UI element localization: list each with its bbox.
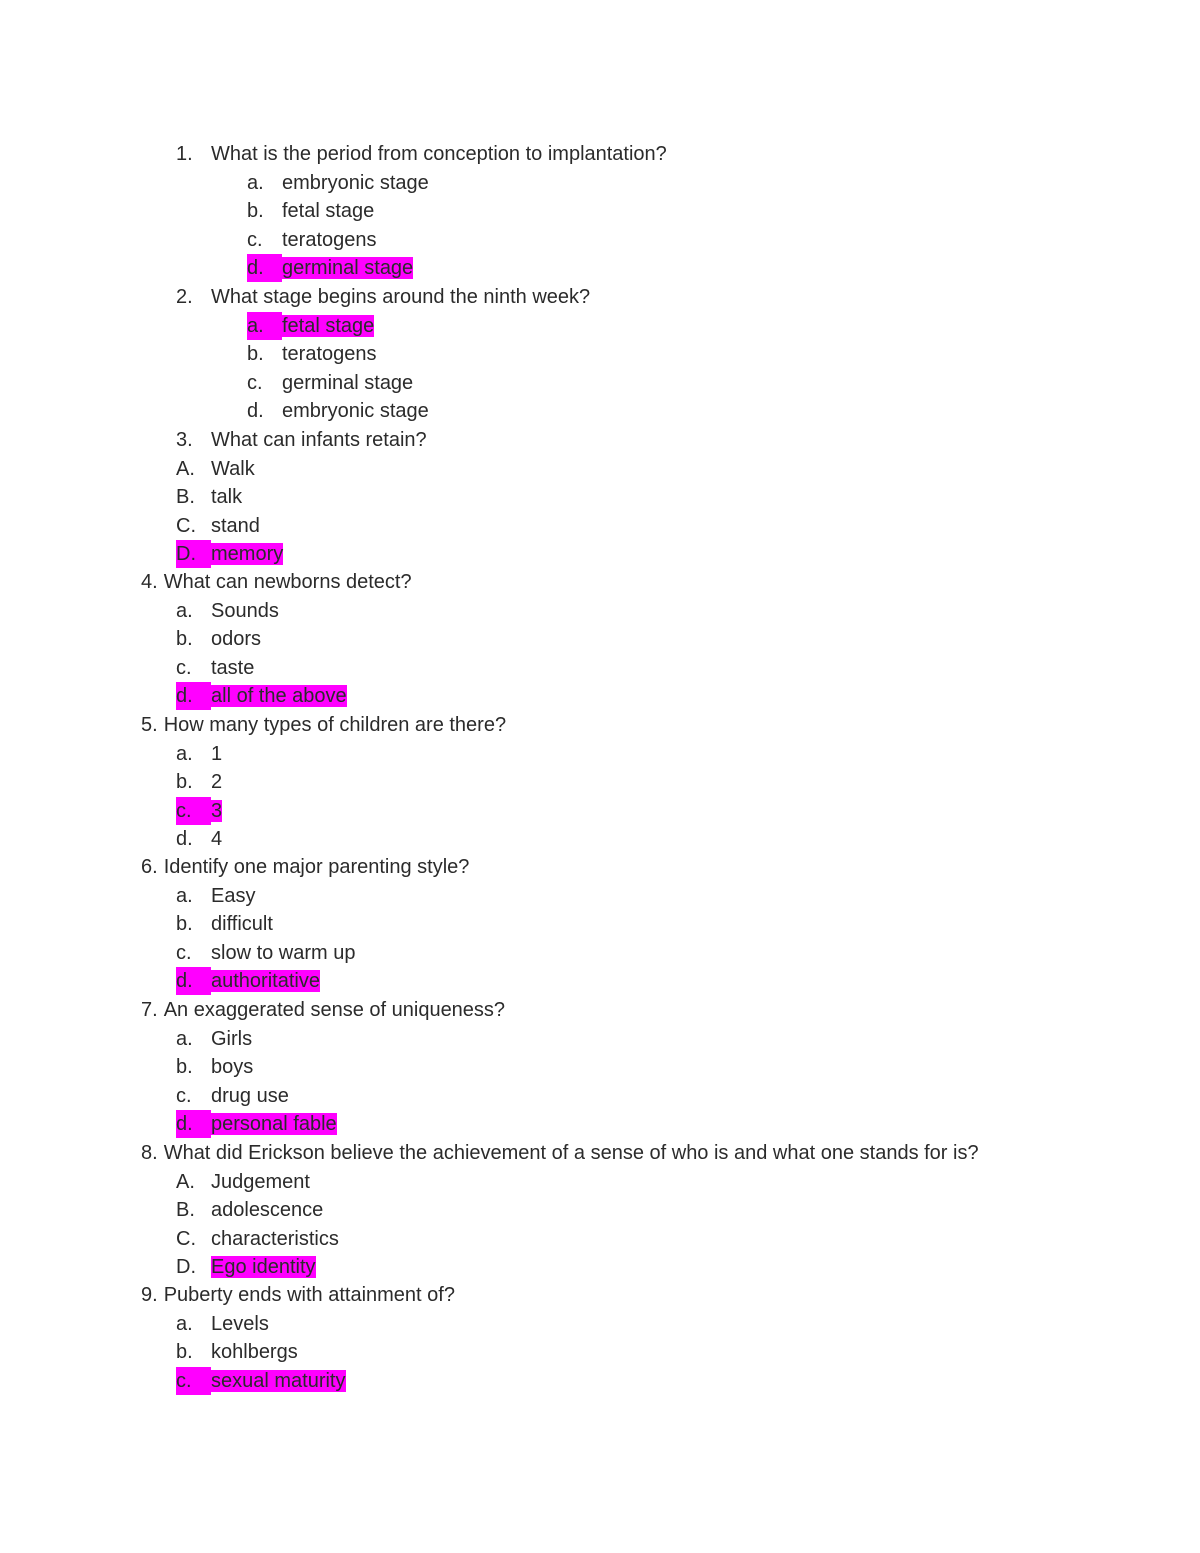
- question-7: [141, 996, 505, 1024]
- answer-option: [247, 397, 429, 425]
- option-text: Sounds: [211, 599, 279, 622]
- option-marker: A.: [176, 457, 195, 480]
- answer-option: [176, 797, 222, 825]
- option-marker: c.: [176, 1084, 192, 1107]
- answer-option: [176, 1053, 253, 1081]
- question-text: Puberty ends with attainment of?: [163, 1284, 455, 1306]
- option-marker: a.: [176, 599, 193, 622]
- answer-option: [247, 226, 377, 254]
- question-number: 4.: [141, 571, 158, 593]
- question-number: 8.: [141, 1142, 158, 1164]
- answer-option: [176, 455, 255, 483]
- option-text: Girls: [211, 1027, 253, 1050]
- question-number: 2.: [176, 286, 193, 308]
- question-3: [176, 426, 427, 454]
- option-text: teratogens: [282, 343, 377, 365]
- option-marker: D.: [176, 1256, 196, 1278]
- highlighted-answer-text: authoritative: [211, 970, 320, 992]
- option-text: Judgement: [211, 1170, 310, 1193]
- highlighted-answer-text: all of the above: [211, 685, 347, 707]
- answer-option: [176, 1025, 252, 1053]
- question-1: [176, 140, 667, 168]
- option-text: characteristics: [211, 1227, 339, 1250]
- option-marker: a.: [247, 312, 282, 340]
- option-text: adolescence: [211, 1199, 324, 1221]
- question-number: 9.: [141, 1284, 158, 1306]
- highlighted-answer-text: fetal stage: [282, 314, 375, 337]
- option-text: kohlbergs: [211, 1341, 298, 1363]
- option-text: 1: [211, 742, 223, 765]
- option-marker: b.: [176, 913, 193, 935]
- question-text: What can infants retain?: [211, 429, 427, 451]
- answer-option: [247, 254, 413, 282]
- question-text: An exaggerated sense of uniqueness?: [163, 999, 506, 1021]
- answer-option: [176, 1225, 339, 1253]
- option-marker: D.: [176, 540, 211, 568]
- question-9: [141, 1281, 455, 1309]
- highlighted-answer-text: memory: [211, 543, 284, 565]
- option-text: drug use: [211, 1084, 289, 1107]
- answer-option: [176, 1338, 298, 1366]
- option-marker: b.: [176, 1341, 193, 1363]
- option-text: Levels: [211, 1312, 269, 1335]
- option-text: odors: [211, 628, 262, 650]
- answer-option: [176, 1310, 269, 1338]
- option-text: germinal stage: [282, 371, 414, 394]
- option-marker: c.: [247, 228, 263, 251]
- answer-option: [176, 682, 347, 710]
- option-marker: a.: [176, 1312, 193, 1335]
- answer-option: [176, 1367, 346, 1395]
- option-marker: a.: [176, 1027, 193, 1050]
- question-text: How many types of children are there?: [163, 714, 507, 736]
- answer-option: [176, 483, 242, 511]
- option-marker: c.: [176, 941, 192, 964]
- answer-option: [176, 1110, 337, 1138]
- answer-option: [176, 512, 260, 540]
- question-text: Identify one major parenting style?: [163, 856, 470, 878]
- option-marker: B.: [176, 1199, 195, 1221]
- answer-option: [176, 882, 255, 910]
- option-text: taste: [211, 656, 255, 679]
- question-number: 1.: [176, 143, 193, 165]
- option-marker: b.: [247, 200, 264, 222]
- option-marker: d.: [176, 828, 193, 850]
- option-marker: b.: [176, 1056, 193, 1078]
- answer-option: [176, 825, 222, 853]
- answer-option: [247, 340, 377, 368]
- option-marker: c.: [176, 797, 211, 825]
- option-text: stand: [211, 514, 260, 537]
- highlighted-answer-text: germinal stage: [282, 257, 414, 279]
- question-5: [141, 711, 506, 739]
- option-text: boys: [211, 1056, 254, 1078]
- answer-option: [176, 1168, 310, 1196]
- question-4: [141, 568, 412, 596]
- option-text: slow to warm up: [211, 941, 356, 964]
- question-6: [141, 853, 469, 881]
- option-marker: b.: [247, 343, 264, 365]
- question-text: What stage begins around the ninth week?: [211, 286, 591, 308]
- answer-option: [176, 768, 222, 796]
- option-marker: b.: [176, 628, 193, 650]
- option-text: embryonic stage: [282, 171, 429, 194]
- question-8: [141, 1139, 979, 1167]
- option-marker: B.: [176, 486, 195, 508]
- option-text: fetal stage: [282, 200, 375, 222]
- answer-option: [176, 740, 222, 768]
- highlighted-answer-text: sexual maturity: [211, 1369, 346, 1392]
- option-text: Walk: [211, 457, 255, 480]
- answer-option: [176, 540, 283, 568]
- highlighted-answer-text: personal fable: [211, 1113, 337, 1135]
- answer-option: [176, 967, 320, 995]
- answer-option: [176, 625, 261, 653]
- answer-option: [176, 939, 356, 967]
- option-marker: C.: [176, 1227, 196, 1250]
- question-number: 7.: [141, 999, 158, 1021]
- option-marker: c.: [176, 1367, 211, 1395]
- option-marker: c.: [176, 656, 192, 679]
- option-marker: d.: [176, 967, 211, 995]
- option-text: teratogens: [282, 228, 377, 251]
- highlighted-answer-text: 3: [211, 799, 223, 822]
- option-text: 2: [211, 771, 223, 793]
- answer-option: [247, 169, 429, 197]
- option-text: talk: [211, 486, 243, 508]
- question-2: [176, 283, 590, 311]
- question-text: What did Erickson believe the achievement of a sense of who is and what one stands for is?: [163, 1142, 979, 1164]
- question-number: 3.: [176, 429, 193, 451]
- option-marker: d.: [176, 682, 211, 710]
- option-marker: d.: [176, 1110, 211, 1138]
- question-text: What can newborns detect?: [163, 571, 412, 593]
- option-text: embryonic stage: [282, 400, 429, 422]
- option-marker: c.: [247, 371, 263, 394]
- answer-option: [247, 312, 374, 340]
- option-text: difficult: [211, 913, 273, 935]
- question-number: 5.: [141, 714, 158, 736]
- answer-option: [176, 1196, 323, 1224]
- option-marker: d.: [247, 254, 282, 282]
- option-marker: A.: [176, 1170, 195, 1193]
- answer-option: [176, 1253, 316, 1281]
- option-marker: d.: [247, 400, 264, 422]
- option-marker: a.: [176, 884, 193, 907]
- answer-option: [176, 597, 279, 625]
- answer-option: [247, 369, 413, 397]
- option-marker: a.: [247, 171, 264, 194]
- option-marker: a.: [176, 742, 193, 765]
- question-number: 6.: [141, 856, 158, 878]
- option-text: 4: [211, 828, 223, 850]
- answer-option: [176, 910, 273, 938]
- answer-option: [176, 654, 254, 682]
- option-marker: C.: [176, 514, 196, 537]
- answer-option: [176, 1082, 289, 1110]
- question-text: What is the period from conception to implantation?: [211, 143, 667, 165]
- answer-option: [247, 197, 374, 225]
- option-marker: b.: [176, 771, 193, 793]
- option-text: Easy: [211, 884, 256, 907]
- highlighted-answer-text: Ego identity: [211, 1256, 316, 1278]
